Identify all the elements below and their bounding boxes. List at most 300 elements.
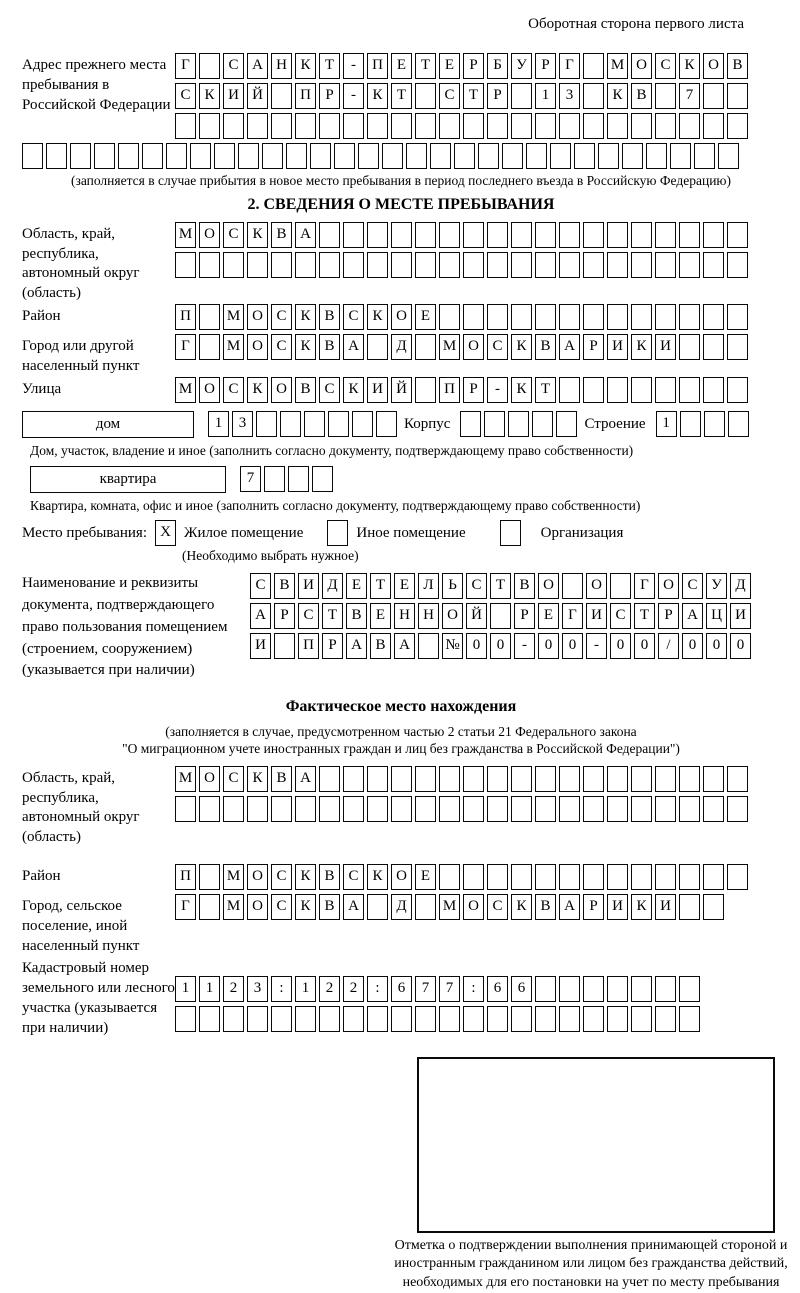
char-cell[interactable] — [295, 113, 316, 139]
char-cell[interactable]: О — [463, 894, 484, 920]
char-cell[interactable] — [679, 976, 700, 1002]
char-cell[interactable]: В — [319, 894, 340, 920]
char-cell[interactable]: Р — [583, 334, 604, 360]
char-cell[interactable] — [559, 252, 580, 278]
char-cell[interactable] — [439, 113, 460, 139]
char-cell[interactable]: К — [367, 304, 388, 330]
char-cell[interactable] — [199, 304, 220, 330]
char-cell[interactable]: Л — [418, 573, 439, 599]
char-cell[interactable] — [439, 1006, 460, 1032]
char-cell[interactable]: И — [655, 334, 676, 360]
char-cell[interactable]: 7 — [415, 976, 436, 1002]
char-cell[interactable] — [694, 143, 715, 169]
char-cell[interactable]: 1 — [656, 411, 677, 437]
char-cell[interactable]: М — [175, 377, 196, 403]
char-cell[interactable] — [199, 1006, 220, 1032]
char-cell[interactable] — [478, 143, 499, 169]
char-cell[interactable] — [418, 633, 439, 659]
char-cell[interactable] — [238, 143, 259, 169]
char-cell[interactable]: 7 — [439, 976, 460, 1002]
char-cell[interactable] — [415, 796, 436, 822]
char-cell[interactable]: Т — [370, 573, 391, 599]
char-cell[interactable]: К — [295, 304, 316, 330]
char-cell[interactable] — [247, 252, 268, 278]
char-cell[interactable]: К — [199, 83, 220, 109]
char-cell[interactable]: С — [487, 334, 508, 360]
char-cell[interactable] — [532, 411, 553, 437]
char-cell[interactable] — [703, 377, 724, 403]
char-cell[interactable]: О — [199, 222, 220, 248]
char-cell[interactable]: К — [511, 377, 532, 403]
char-cell[interactable] — [319, 796, 340, 822]
char-cell[interactable]: Г — [559, 53, 580, 79]
char-cell[interactable]: В — [271, 766, 292, 792]
char-cell[interactable] — [535, 864, 556, 890]
char-cell[interactable]: С — [487, 894, 508, 920]
char-cell[interactable]: А — [394, 633, 415, 659]
char-cell[interactable]: О — [247, 864, 268, 890]
char-cell[interactable] — [511, 864, 532, 890]
char-cell[interactable]: С — [223, 53, 244, 79]
char-cell[interactable]: О — [463, 334, 484, 360]
char-cell[interactable] — [631, 222, 652, 248]
char-cell[interactable]: 3 — [247, 976, 268, 1002]
char-cell[interactable] — [607, 976, 628, 1002]
char-cell[interactable]: 0 — [634, 633, 655, 659]
char-cell[interactable] — [556, 411, 577, 437]
char-cell[interactable]: 2 — [343, 976, 364, 1002]
char-cell[interactable]: Т — [463, 83, 484, 109]
char-cell[interactable] — [679, 222, 700, 248]
char-cell[interactable]: Й — [247, 83, 268, 109]
char-cell[interactable]: М — [223, 304, 244, 330]
char-cell[interactable]: - — [343, 83, 364, 109]
char-cell[interactable] — [264, 466, 285, 492]
char-cell[interactable] — [490, 603, 511, 629]
char-cell[interactable]: С — [298, 603, 319, 629]
char-cell[interactable]: Б — [487, 53, 508, 79]
char-cell[interactable]: И — [655, 894, 676, 920]
char-cell[interactable]: : — [463, 976, 484, 1002]
char-cell[interactable] — [463, 222, 484, 248]
char-cell[interactable]: П — [295, 83, 316, 109]
char-cell[interactable] — [487, 796, 508, 822]
char-cell[interactable] — [439, 304, 460, 330]
char-cell[interactable]: С — [223, 222, 244, 248]
char-cell[interactable] — [367, 894, 388, 920]
char-cell[interactable] — [508, 411, 529, 437]
char-cell[interactable]: - — [343, 53, 364, 79]
char-cell[interactable] — [631, 304, 652, 330]
char-cell[interactable]: О — [538, 573, 559, 599]
char-cell[interactable] — [166, 143, 187, 169]
char-cell[interactable] — [463, 796, 484, 822]
char-cell[interactable] — [415, 113, 436, 139]
char-cell[interactable]: Г — [634, 573, 655, 599]
char-cell[interactable] — [598, 143, 619, 169]
char-cell[interactable] — [487, 113, 508, 139]
char-cell[interactable] — [727, 377, 748, 403]
char-cell[interactable] — [631, 864, 652, 890]
char-cell[interactable] — [286, 143, 307, 169]
char-cell[interactable] — [535, 766, 556, 792]
char-cell[interactable] — [703, 864, 724, 890]
char-cell[interactable]: О — [631, 53, 652, 79]
char-cell[interactable]: К — [679, 53, 700, 79]
char-cell[interactable] — [199, 894, 220, 920]
char-cell[interactable] — [343, 1006, 364, 1032]
char-cell[interactable] — [679, 304, 700, 330]
char-cell[interactable] — [319, 252, 340, 278]
char-cell[interactable] — [622, 143, 643, 169]
char-cell[interactable] — [367, 222, 388, 248]
char-cell[interactable]: С — [223, 766, 244, 792]
char-cell[interactable]: Д — [391, 334, 412, 360]
char-cell[interactable] — [583, 377, 604, 403]
char-cell[interactable]: О — [391, 304, 412, 330]
char-cell[interactable] — [631, 252, 652, 278]
char-cell[interactable]: В — [535, 894, 556, 920]
char-cell[interactable]: А — [343, 334, 364, 360]
char-cell[interactable]: Г — [175, 53, 196, 79]
char-cell[interactable] — [367, 252, 388, 278]
char-cell[interactable] — [343, 113, 364, 139]
char-cell[interactable] — [391, 766, 412, 792]
char-cell[interactable]: Н — [418, 603, 439, 629]
char-cell[interactable] — [559, 222, 580, 248]
char-cell[interactable] — [415, 222, 436, 248]
char-cell[interactable] — [607, 252, 628, 278]
char-cell[interactable] — [535, 796, 556, 822]
char-cell[interactable] — [295, 796, 316, 822]
char-cell[interactable]: О — [658, 573, 679, 599]
char-cell[interactable]: : — [367, 976, 388, 1002]
char-cell[interactable] — [535, 1006, 556, 1032]
char-cell[interactable] — [391, 222, 412, 248]
char-cell[interactable] — [271, 83, 292, 109]
char-cell[interactable] — [175, 1006, 196, 1032]
char-cell[interactable] — [463, 113, 484, 139]
char-cell[interactable] — [607, 766, 628, 792]
char-cell[interactable] — [703, 113, 724, 139]
char-cell[interactable]: В — [535, 334, 556, 360]
char-cell[interactable] — [199, 796, 220, 822]
char-cell[interactable] — [679, 796, 700, 822]
char-cell[interactable] — [703, 222, 724, 248]
char-cell[interactable] — [646, 143, 667, 169]
char-cell[interactable] — [271, 113, 292, 139]
char-cell[interactable] — [487, 1006, 508, 1032]
char-cell[interactable]: Е — [346, 573, 367, 599]
char-cell[interactable] — [704, 411, 725, 437]
char-cell[interactable] — [391, 113, 412, 139]
char-cell[interactable] — [487, 304, 508, 330]
char-cell[interactable] — [343, 222, 364, 248]
char-cell[interactable]: Р — [322, 633, 343, 659]
char-cell[interactable] — [367, 796, 388, 822]
char-cell[interactable] — [550, 143, 571, 169]
char-cell[interactable]: И — [250, 633, 271, 659]
char-cell[interactable]: О — [247, 304, 268, 330]
char-cell[interactable]: С — [655, 53, 676, 79]
char-cell[interactable] — [583, 766, 604, 792]
char-cell[interactable] — [607, 864, 628, 890]
char-cell[interactable] — [727, 252, 748, 278]
char-cell[interactable]: С — [343, 304, 364, 330]
char-cell[interactable]: К — [295, 894, 316, 920]
char-cell[interactable] — [583, 976, 604, 1002]
char-cell[interactable]: А — [559, 894, 580, 920]
char-cell[interactable] — [334, 143, 355, 169]
char-cell[interactable]: Е — [394, 573, 415, 599]
char-cell[interactable]: К — [295, 334, 316, 360]
char-cell[interactable]: И — [730, 603, 751, 629]
char-cell[interactable] — [487, 222, 508, 248]
char-cell[interactable] — [415, 377, 436, 403]
char-cell[interactable]: С — [343, 864, 364, 890]
char-cell[interactable] — [607, 304, 628, 330]
char-cell[interactable]: 6 — [391, 976, 412, 1002]
char-cell[interactable]: 0 — [562, 633, 583, 659]
char-cell[interactable] — [607, 222, 628, 248]
char-cell[interactable]: А — [250, 603, 271, 629]
char-cell[interactable]: И — [607, 894, 628, 920]
char-cell[interactable] — [382, 143, 403, 169]
char-cell[interactable]: Н — [271, 53, 292, 79]
char-cell[interactable] — [727, 304, 748, 330]
char-cell[interactable] — [727, 796, 748, 822]
char-cell[interactable]: К — [631, 334, 652, 360]
char-cell[interactable] — [559, 304, 580, 330]
char-cell[interactable] — [223, 1006, 244, 1032]
char-cell[interactable] — [46, 143, 67, 169]
char-cell[interactable]: - — [586, 633, 607, 659]
char-cell[interactable]: А — [346, 633, 367, 659]
char-cell[interactable]: О — [199, 377, 220, 403]
char-cell[interactable] — [319, 113, 340, 139]
char-cell[interactable] — [247, 1006, 268, 1032]
char-cell[interactable]: 0 — [538, 633, 559, 659]
char-cell[interactable] — [655, 304, 676, 330]
char-cell[interactable]: М — [607, 53, 628, 79]
char-cell[interactable]: В — [631, 83, 652, 109]
char-cell[interactable] — [559, 864, 580, 890]
char-cell[interactable]: 6 — [487, 976, 508, 1002]
char-cell[interactable]: В — [319, 304, 340, 330]
char-cell[interactable] — [502, 143, 523, 169]
char-cell[interactable] — [559, 796, 580, 822]
char-cell[interactable] — [511, 222, 532, 248]
char-cell[interactable] — [679, 766, 700, 792]
char-cell[interactable] — [343, 766, 364, 792]
char-cell[interactable] — [415, 252, 436, 278]
char-cell[interactable] — [430, 143, 451, 169]
checkbox-organization[interactable] — [500, 520, 521, 546]
char-cell[interactable]: М — [223, 334, 244, 360]
char-cell[interactable] — [631, 377, 652, 403]
char-cell[interactable] — [535, 222, 556, 248]
char-cell[interactable] — [22, 143, 43, 169]
char-cell[interactable] — [439, 252, 460, 278]
char-cell[interactable]: Р — [535, 53, 556, 79]
char-cell[interactable] — [175, 113, 196, 139]
char-cell[interactable]: И — [367, 377, 388, 403]
char-cell[interactable]: Р — [514, 603, 535, 629]
char-cell[interactable] — [703, 83, 724, 109]
char-cell[interactable] — [703, 766, 724, 792]
char-cell[interactable] — [391, 796, 412, 822]
char-cell[interactable] — [728, 411, 749, 437]
char-cell[interactable] — [319, 222, 340, 248]
char-cell[interactable]: С — [271, 864, 292, 890]
char-cell[interactable] — [718, 143, 739, 169]
char-cell[interactable] — [655, 222, 676, 248]
char-cell[interactable] — [274, 633, 295, 659]
char-cell[interactable] — [271, 252, 292, 278]
char-cell[interactable]: О — [247, 334, 268, 360]
char-cell[interactable] — [367, 1006, 388, 1032]
char-cell[interactable] — [607, 1006, 628, 1032]
char-cell[interactable] — [118, 143, 139, 169]
char-cell[interactable]: К — [511, 334, 532, 360]
char-cell[interactable] — [511, 83, 532, 109]
char-cell[interactable]: Т — [634, 603, 655, 629]
char-cell[interactable]: С — [271, 334, 292, 360]
char-cell[interactable]: М — [439, 334, 460, 360]
char-cell[interactable]: К — [511, 894, 532, 920]
char-cell[interactable] — [223, 252, 244, 278]
char-cell[interactable]: В — [319, 334, 340, 360]
char-cell[interactable]: Ь — [442, 573, 463, 599]
char-cell[interactable] — [535, 976, 556, 1002]
char-cell[interactable]: 0 — [730, 633, 751, 659]
char-cell[interactable] — [559, 766, 580, 792]
char-cell[interactable] — [319, 1006, 340, 1032]
char-cell[interactable]: П — [175, 864, 196, 890]
char-cell[interactable]: Е — [538, 603, 559, 629]
char-cell[interactable]: У — [706, 573, 727, 599]
char-cell[interactable]: К — [295, 864, 316, 890]
char-cell[interactable] — [535, 252, 556, 278]
char-cell[interactable] — [670, 143, 691, 169]
char-cell[interactable]: П — [298, 633, 319, 659]
char-cell[interactable] — [727, 334, 748, 360]
char-cell[interactable] — [175, 796, 196, 822]
char-cell[interactable]: 3 — [232, 411, 253, 437]
char-cell[interactable]: С — [250, 573, 271, 599]
char-cell[interactable] — [583, 304, 604, 330]
char-cell[interactable]: 0 — [682, 633, 703, 659]
char-cell[interactable] — [415, 894, 436, 920]
char-cell[interactable]: Е — [370, 603, 391, 629]
char-cell[interactable] — [454, 143, 475, 169]
char-cell[interactable] — [679, 113, 700, 139]
checkbox-other-premises[interactable] — [327, 520, 348, 546]
char-cell[interactable]: И — [607, 334, 628, 360]
char-cell[interactable]: С — [439, 83, 460, 109]
char-cell[interactable] — [655, 113, 676, 139]
char-cell[interactable] — [280, 411, 301, 437]
char-cell[interactable] — [655, 796, 676, 822]
char-cell[interactable] — [376, 411, 397, 437]
char-cell[interactable]: С — [682, 573, 703, 599]
char-cell[interactable]: Т — [391, 83, 412, 109]
char-cell[interactable] — [463, 864, 484, 890]
char-cell[interactable] — [295, 252, 316, 278]
char-cell[interactable]: 7 — [679, 83, 700, 109]
char-cell[interactable]: П — [367, 53, 388, 79]
char-cell[interactable]: 0 — [466, 633, 487, 659]
char-cell[interactable] — [655, 1006, 676, 1032]
char-cell[interactable] — [583, 1006, 604, 1032]
char-cell[interactable] — [703, 334, 724, 360]
char-cell[interactable]: Г — [175, 334, 196, 360]
char-cell[interactable]: / — [658, 633, 679, 659]
char-cell[interactable]: Ц — [706, 603, 727, 629]
char-cell[interactable]: Д — [730, 573, 751, 599]
char-cell[interactable] — [199, 334, 220, 360]
char-cell[interactable]: С — [271, 894, 292, 920]
char-cell[interactable] — [463, 304, 484, 330]
char-cell[interactable] — [439, 222, 460, 248]
char-cell[interactable]: Т — [415, 53, 436, 79]
char-cell[interactable] — [487, 864, 508, 890]
char-cell[interactable] — [247, 796, 268, 822]
char-cell[interactable] — [463, 252, 484, 278]
char-cell[interactable] — [439, 796, 460, 822]
char-cell[interactable]: П — [439, 377, 460, 403]
char-cell[interactable] — [559, 1006, 580, 1032]
char-cell[interactable] — [199, 53, 220, 79]
char-cell[interactable]: О — [442, 603, 463, 629]
char-cell[interactable]: Е — [391, 53, 412, 79]
char-cell[interactable] — [703, 796, 724, 822]
char-cell[interactable]: К — [295, 53, 316, 79]
char-cell[interactable]: Т — [319, 53, 340, 79]
char-cell[interactable]: Е — [415, 864, 436, 890]
char-cell[interactable]: Р — [463, 53, 484, 79]
char-cell[interactable]: С — [175, 83, 196, 109]
apartment-type-box[interactable]: квартира — [30, 466, 226, 493]
char-cell[interactable] — [583, 252, 604, 278]
char-cell[interactable] — [631, 976, 652, 1002]
char-cell[interactable] — [214, 143, 235, 169]
char-cell[interactable]: О — [703, 53, 724, 79]
char-cell[interactable]: В — [271, 222, 292, 248]
char-cell[interactable] — [679, 1006, 700, 1032]
char-cell[interactable] — [343, 796, 364, 822]
char-cell[interactable]: В — [295, 377, 316, 403]
char-cell[interactable]: А — [682, 603, 703, 629]
char-cell[interactable] — [631, 1006, 652, 1032]
char-cell[interactable]: К — [343, 377, 364, 403]
char-cell[interactable] — [367, 766, 388, 792]
char-cell[interactable] — [406, 143, 427, 169]
char-cell[interactable] — [142, 143, 163, 169]
char-cell[interactable] — [70, 143, 91, 169]
char-cell[interactable] — [679, 377, 700, 403]
char-cell[interactable]: М — [175, 766, 196, 792]
char-cell[interactable] — [511, 304, 532, 330]
char-cell[interactable] — [247, 113, 268, 139]
char-cell[interactable]: Р — [319, 83, 340, 109]
char-cell[interactable]: 0 — [706, 633, 727, 659]
char-cell[interactable] — [727, 83, 748, 109]
char-cell[interactable] — [367, 113, 388, 139]
char-cell[interactable] — [439, 766, 460, 792]
char-cell[interactable]: П — [175, 304, 196, 330]
char-cell[interactable] — [223, 113, 244, 139]
